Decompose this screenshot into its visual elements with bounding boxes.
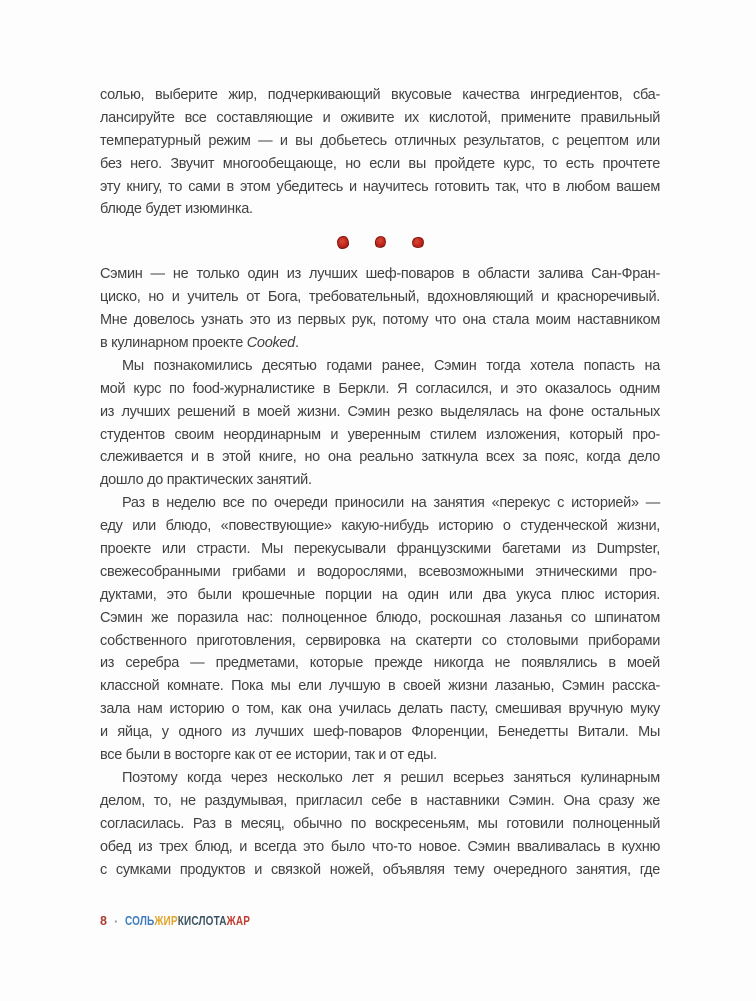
text-line: студентов своим неординарным и уверенным стилем изложения, который про- bbox=[100, 426, 660, 443]
text-line: блюде будет изюминка. bbox=[100, 201, 253, 218]
text-line: мой курс по food-журналистике в Беркли. Я согласился, и это оказалось одним bbox=[100, 380, 660, 397]
paragraph bbox=[100, 767, 660, 881]
page-footer bbox=[100, 913, 282, 929]
text-line: с сумками продуктов и связкой ножей, объявляя тему очередного занятия, где bbox=[100, 861, 660, 878]
paragraph bbox=[100, 355, 660, 492]
footer-separator-dot: · bbox=[113, 913, 119, 929]
text-line: эту книгу, то сами в этом убедитесь и научитесь готовить так, что в любом вашем bbox=[100, 178, 661, 195]
text-line: дошло до практических занятий. bbox=[100, 472, 312, 489]
text-line: слеживается и в этой книге, но она реально заткнула всех за пояс, когда дело bbox=[100, 449, 661, 466]
book-title-segment-3: КИСЛОТА bbox=[178, 914, 227, 928]
text-line: лансируйте все составляющие и оживите их кислотой, примените правильный bbox=[100, 109, 660, 126]
text-line: свежесобранными грибами и водорослями, всевозможными этническими про- bbox=[100, 563, 657, 580]
book-title-segment-1: СОЛЬ bbox=[125, 914, 155, 928]
text-line: Сэмин же поразила нас: полноценное блюдо, роскошная лазанья со шпинатом bbox=[100, 609, 661, 626]
text-line: температурный режим — и вы добьетесь отличных результатов, с рецептом или bbox=[100, 132, 660, 149]
text-line: проекте или страсти. Мы перекусывали французскими багетами из Dumpster, bbox=[100, 541, 661, 558]
paragraph bbox=[100, 84, 660, 221]
text-line: из серебра — предметами, которые прежде никогда не появлялись в моей bbox=[100, 655, 660, 672]
text-line: делом, то, не раздумывая, пригласил себе в наставники Сэмин. Она сразу же bbox=[100, 792, 661, 809]
text-line: и яйца, у одного из лучших шеф-поваров Флоренции, Бенедетты Витали. Мы bbox=[100, 724, 660, 741]
text-line: солью, выберите жир, подчеркивающий вкусовые качества ингредиентов, сба- bbox=[100, 87, 660, 103]
red-berry-dot-icon bbox=[337, 236, 349, 249]
red-berry-dot-icon bbox=[373, 235, 387, 250]
text-line: Сэмин — не только один из лучших шеф-поваров в области залива Сан-Фран- bbox=[100, 266, 660, 283]
text-line: классной комнате. Пока мы ели лучшую в своей жизни лазанью, Сэмин расска- bbox=[100, 678, 661, 695]
book-title-segment-2: ЖИР bbox=[154, 914, 179, 928]
book-title-logo bbox=[125, 914, 250, 928]
page-number: 8 bbox=[100, 914, 107, 928]
paragraph bbox=[100, 492, 660, 767]
text-line: в кулинарном проекте Cooked. bbox=[100, 335, 299, 352]
text-line: собственного приготовления, сервировка на скатерти со столовыми приборами bbox=[100, 632, 660, 649]
text-line: Раз в неделю все по очереди приносили на занятия «перекус с историей» — bbox=[122, 495, 660, 512]
text-line: обед из трех блюд, и всегда это было что-то новое. Сэмин вваливалась в кухню bbox=[100, 838, 661, 855]
text-line: согласилась. Раз в месяц, обычно по воскресеньям, мы готовили полноценный bbox=[100, 815, 661, 832]
text-line: зала нам историю о том, как она училась делать пасту, смешивая вручную муку bbox=[100, 701, 661, 718]
text-line: циско, но и учитель от Бога, требовательный, вдохновляющий и красноречивый. bbox=[100, 289, 660, 306]
body-text bbox=[100, 84, 660, 881]
text-line: из лучших решений в моей жизни. Сэмин резко выделялась на фоне остальных bbox=[100, 403, 660, 420]
text-line: все были в восторге как от ее истории, так и от еды. bbox=[100, 747, 437, 764]
paragraph bbox=[100, 263, 660, 355]
text-line: дуктами, это были крошечные порции на один или два укуса плюс история. bbox=[100, 586, 661, 603]
text-line: Мы познакомились десятью годами ранее, Сэмин тогда хотела попасть на bbox=[122, 357, 661, 374]
text-line: еду или блюдо, «повествующие» какую-нибудь историю о студенческой жизни, bbox=[100, 518, 661, 535]
book-title-segment-4: ЖАР bbox=[226, 914, 251, 928]
section-divider-ornament bbox=[100, 221, 660, 263]
text-line: без него. Звучит многообещающе, но если вы пройдете курс, то есть прочтете bbox=[100, 155, 661, 172]
text-line: Мне довелось узнать это из первых рук, потому что она стала моим наставником bbox=[100, 312, 661, 329]
text-line: Поэтому когда через несколько лет я решил всерьез заняться кулинарным bbox=[122, 769, 660, 786]
red-berry-dot-icon bbox=[410, 236, 424, 249]
